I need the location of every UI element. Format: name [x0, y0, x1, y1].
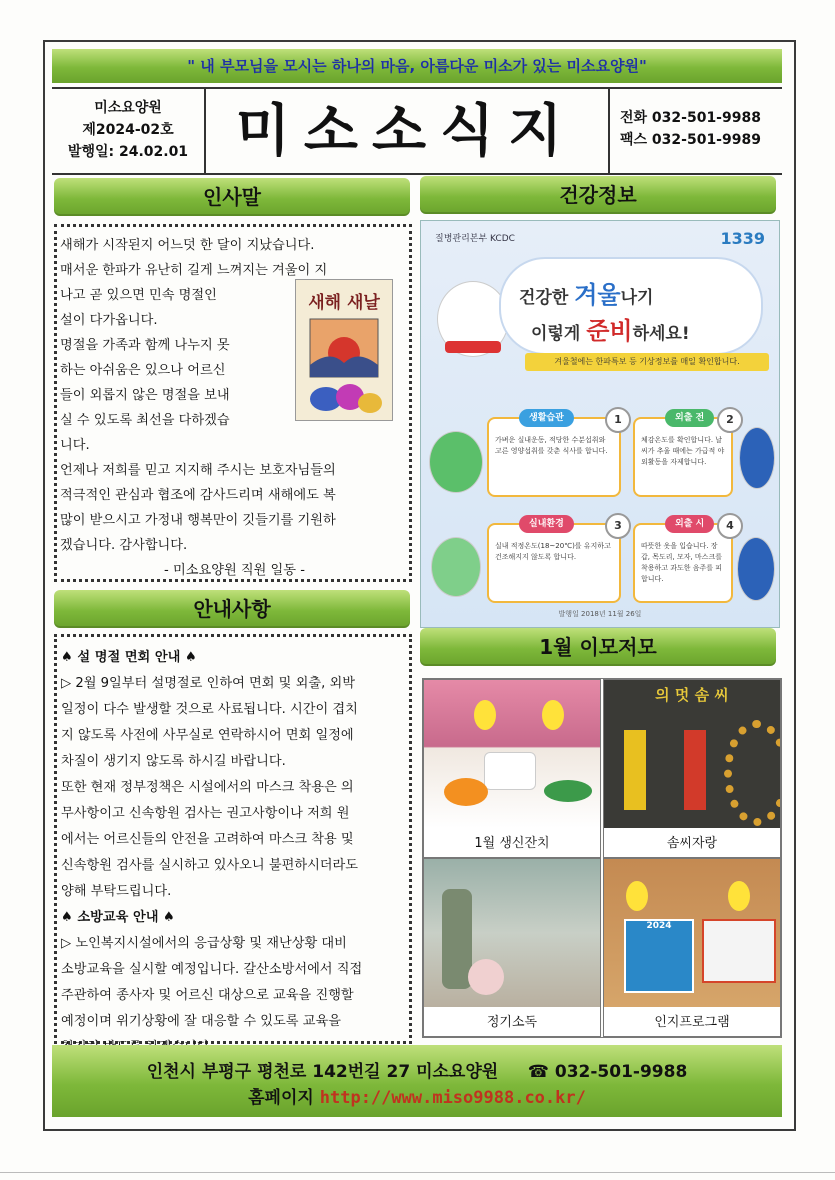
tip-label: 생활습관: [519, 409, 574, 427]
bear-figure-icon: [737, 537, 775, 601]
greeting-line: 니다.: [60, 438, 90, 453]
scarf-icon: [445, 341, 501, 353]
headline-1c: 나기: [620, 288, 654, 308]
tip-text: 실내 적정온도(18~20℃)를 유지하고 건조해지지 않도록 합니다.: [495, 542, 611, 561]
bear-figure-icon: [739, 427, 775, 489]
footer-address-line: [52, 1057, 782, 1082]
notice-box: [54, 634, 412, 1044]
greeting-line: 매서운 한파가 유난히 길게 느껴지는 겨울이 지: [60, 263, 328, 278]
poster-banner: 겨울철에는 한파특보 등 기상정보를 매일 확인합니다.: [525, 353, 769, 371]
org-name: 미소요양원: [94, 100, 162, 116]
homepage-link[interactable]: http://www.miso9988.co.kr/: [319, 1088, 586, 1108]
agency-logo: 질병관리본부 KCDC: [435, 234, 515, 244]
notice-section-title: ♠ 소방교육 안내 ♠: [61, 910, 175, 925]
tip-card-3: [487, 519, 622, 603]
poster-headline: [499, 257, 763, 355]
notice-line: 주관하여 종사자 및 어르신 대상으로 교육을 진행할: [61, 988, 354, 1003]
tip-card-1: [487, 413, 622, 497]
wreath-icon: [724, 720, 780, 826]
notice-line: 예정이며 위기상황에 잘 대응할 수 있도록 교육을: [61, 1014, 341, 1029]
notice-line: 에서는 어르신들의 안전을 고려하여 마스크 착용 및: [61, 832, 354, 847]
greeting-line: 실 수 있도록 최선을 다하겠습: [60, 413, 230, 428]
greeting-heading: 인사말: [54, 178, 410, 216]
notice-line: ▷ 노인복지시설에서의 응급상황 및 재난상황 대비: [61, 936, 347, 951]
gallery-item-craft[interactable]: [603, 679, 781, 858]
greeting-box: [54, 224, 412, 582]
headline-2b: 준비: [586, 317, 633, 345]
sunrise-icon: [296, 313, 392, 421]
greeting-line: 새해가 시작된지 어느덧 한 달이 지났습니다.: [60, 238, 315, 253]
gallery-caption: 정기소독: [486, 1015, 538, 1030]
issue-date: 발행일: 24.02.01: [67, 144, 189, 160]
new-year-illustration: [295, 279, 393, 421]
fax-number: 팩스 032-501-9989: [620, 132, 761, 148]
gallery-caption: 1월 생신잔치: [474, 836, 550, 851]
notice-line: 신속항원 검사를 실시하고 있사오니 불편하시더라도: [61, 858, 359, 873]
tip-number: 3: [605, 513, 631, 539]
headline-1a: 건강한: [519, 288, 569, 308]
tip-number: 4: [717, 513, 743, 539]
blurred-face-icon: [728, 881, 750, 911]
notice-line: 소방교육을 실시할 예정입니다. 갈산소방서에서 직접: [61, 962, 363, 977]
artwork-icon: [702, 919, 776, 983]
bear-figure-icon: [429, 431, 483, 493]
issue-info: [52, 89, 206, 173]
notice-line: 일정이 다수 발생할 것으로 사료됩니다. 시간이 겹치: [61, 702, 358, 717]
greeting-line: 언제나 저희를 믿고 지지해 주시는 보호자님들의: [60, 463, 336, 478]
poster-date: 발행일 2018년 11월 26일: [558, 610, 642, 618]
notice-line: 무사항이고 신속항원 검사는 권고사항이나 저희 원: [61, 806, 350, 821]
footer-banner: [52, 1045, 782, 1117]
tip-text: 따뜻한 옷을 입습니다. 장갑, 목도리, 모자, 마스크를 착용하고 과도한 음주를 피합니다.: [641, 542, 723, 583]
sprayer-icon: [468, 959, 504, 995]
gallery-caption: 인지프로그램: [654, 1015, 730, 1030]
blurred-face-icon: [626, 881, 648, 911]
gallery-heading: 1월 이모저모: [420, 628, 776, 666]
craft-banner: 의 멋 솜 씨: [655, 686, 729, 704]
greeting-line: 적극적인 관심과 협조에 감사드리며 새해에도 복: [60, 488, 336, 503]
oranges-icon: [444, 778, 488, 806]
blurred-face-icon: [474, 700, 496, 730]
tip-text: 체감온도를 확인합니다. 날씨가 추울 때에는 가급적 야외활동을 자제합니다.: [641, 436, 725, 466]
gallery-caption: 솜씨자랑: [666, 836, 718, 851]
notice-line: 차질이 생기지 않도록 하시길 바랍니다.: [61, 754, 286, 769]
gallery-item-cognitive[interactable]: [603, 858, 781, 1037]
greeting-line: 나고 곧 있으면 민속 명절인: [60, 288, 217, 303]
notice-line: 또한 현재 정부정책은 시설에서의 마스크 착용은 의: [61, 780, 354, 795]
notice-section-title: ♠ 설 명절 면회 안내 ♠: [61, 650, 197, 665]
headline-1b: 겨울: [574, 281, 621, 309]
tip-text: 가벼운 실내운동, 적당한 수분섭취와 고른 영양섭취를 갖춘 식사를 합니다.: [495, 436, 608, 455]
cake-icon: [484, 752, 536, 790]
contact-info: [608, 89, 782, 173]
greeting-signature: - 미소요양원 직원 일동 -: [164, 563, 305, 578]
greeting-line: 겠습니다. 감사합니다.: [60, 538, 188, 553]
notice-line: ▷ 2월 9일부터 설명절로 인하여 면회 및 외출, 외박: [61, 676, 355, 691]
newsletter-header: [52, 87, 782, 175]
notice-heading: 안내사항: [54, 590, 410, 628]
blurred-face-icon: [542, 700, 564, 730]
tip-label: 외출 전: [665, 409, 714, 427]
photo-gallery: [422, 678, 782, 1038]
homepage-label: 홈페이지: [248, 1088, 314, 1108]
rice-cake-icon: [544, 780, 592, 802]
winter-health-poster: [420, 220, 780, 628]
hotline-logo: 1339: [720, 229, 765, 248]
gallery-item-birthday[interactable]: [423, 679, 601, 858]
kite-icon: [684, 730, 706, 810]
page-title: 미소소식지: [235, 98, 577, 164]
kite-icon: [624, 730, 646, 810]
slogan-banner: " 내 부모님을 모시는 하나의 마음, 아름다운 미소가 있는 미소요양원": [52, 49, 782, 83]
greeting-line: 하는 아쉬움은 있으나 어르신: [60, 363, 226, 378]
gallery-item-disinfection[interactable]: [423, 858, 601, 1037]
greeting-line: 들이 외롭지 않은 명절을 보내: [60, 388, 230, 403]
illustration-title: 새해 새날: [308, 293, 380, 313]
bear-figure-icon: [431, 537, 481, 597]
scan-edge: [0, 1172, 835, 1173]
greeting-line: 설이 다가옵니다.: [60, 313, 158, 328]
cognitive-photo: [604, 859, 780, 1007]
birthday-photo: [424, 680, 600, 828]
footer-address: 인천시 부평구 평천로 142번길 27 미소요양원: [146, 1062, 499, 1082]
footer-homepage-line: [52, 1083, 782, 1108]
headline-2a: 이렇게: [531, 324, 581, 344]
health-heading: 건강정보: [420, 176, 776, 214]
tip-label: 실내환경: [519, 515, 574, 533]
notice-line: 지 않도록 사전에 사무실로 연락하시어 면회 일정에: [61, 728, 354, 743]
greeting-line: 많이 받으시고 가정내 행복만이 깃들기를 기원하: [60, 513, 336, 528]
tip-label: 외출 시: [665, 515, 714, 533]
craft-photo: [604, 680, 780, 828]
artwork-icon: 2024: [624, 919, 694, 993]
phone-number: 전화 032-501-9988: [620, 110, 761, 126]
notice-line: 양해 부탁드립니다.: [61, 884, 172, 899]
headline-2c: 하세요!: [632, 324, 690, 344]
tip-number: 1: [605, 407, 631, 433]
issue-number: 제2024-02호: [82, 122, 174, 138]
tip-card-2: [633, 413, 734, 497]
tip-card-4: [633, 519, 734, 603]
tip-number: 2: [717, 407, 743, 433]
footer-tel: ☎ 032-501-9988: [527, 1062, 688, 1082]
greeting-line: 명절을 가족과 함께 나누지 못: [60, 338, 230, 353]
disinfection-photo: [424, 859, 600, 1007]
